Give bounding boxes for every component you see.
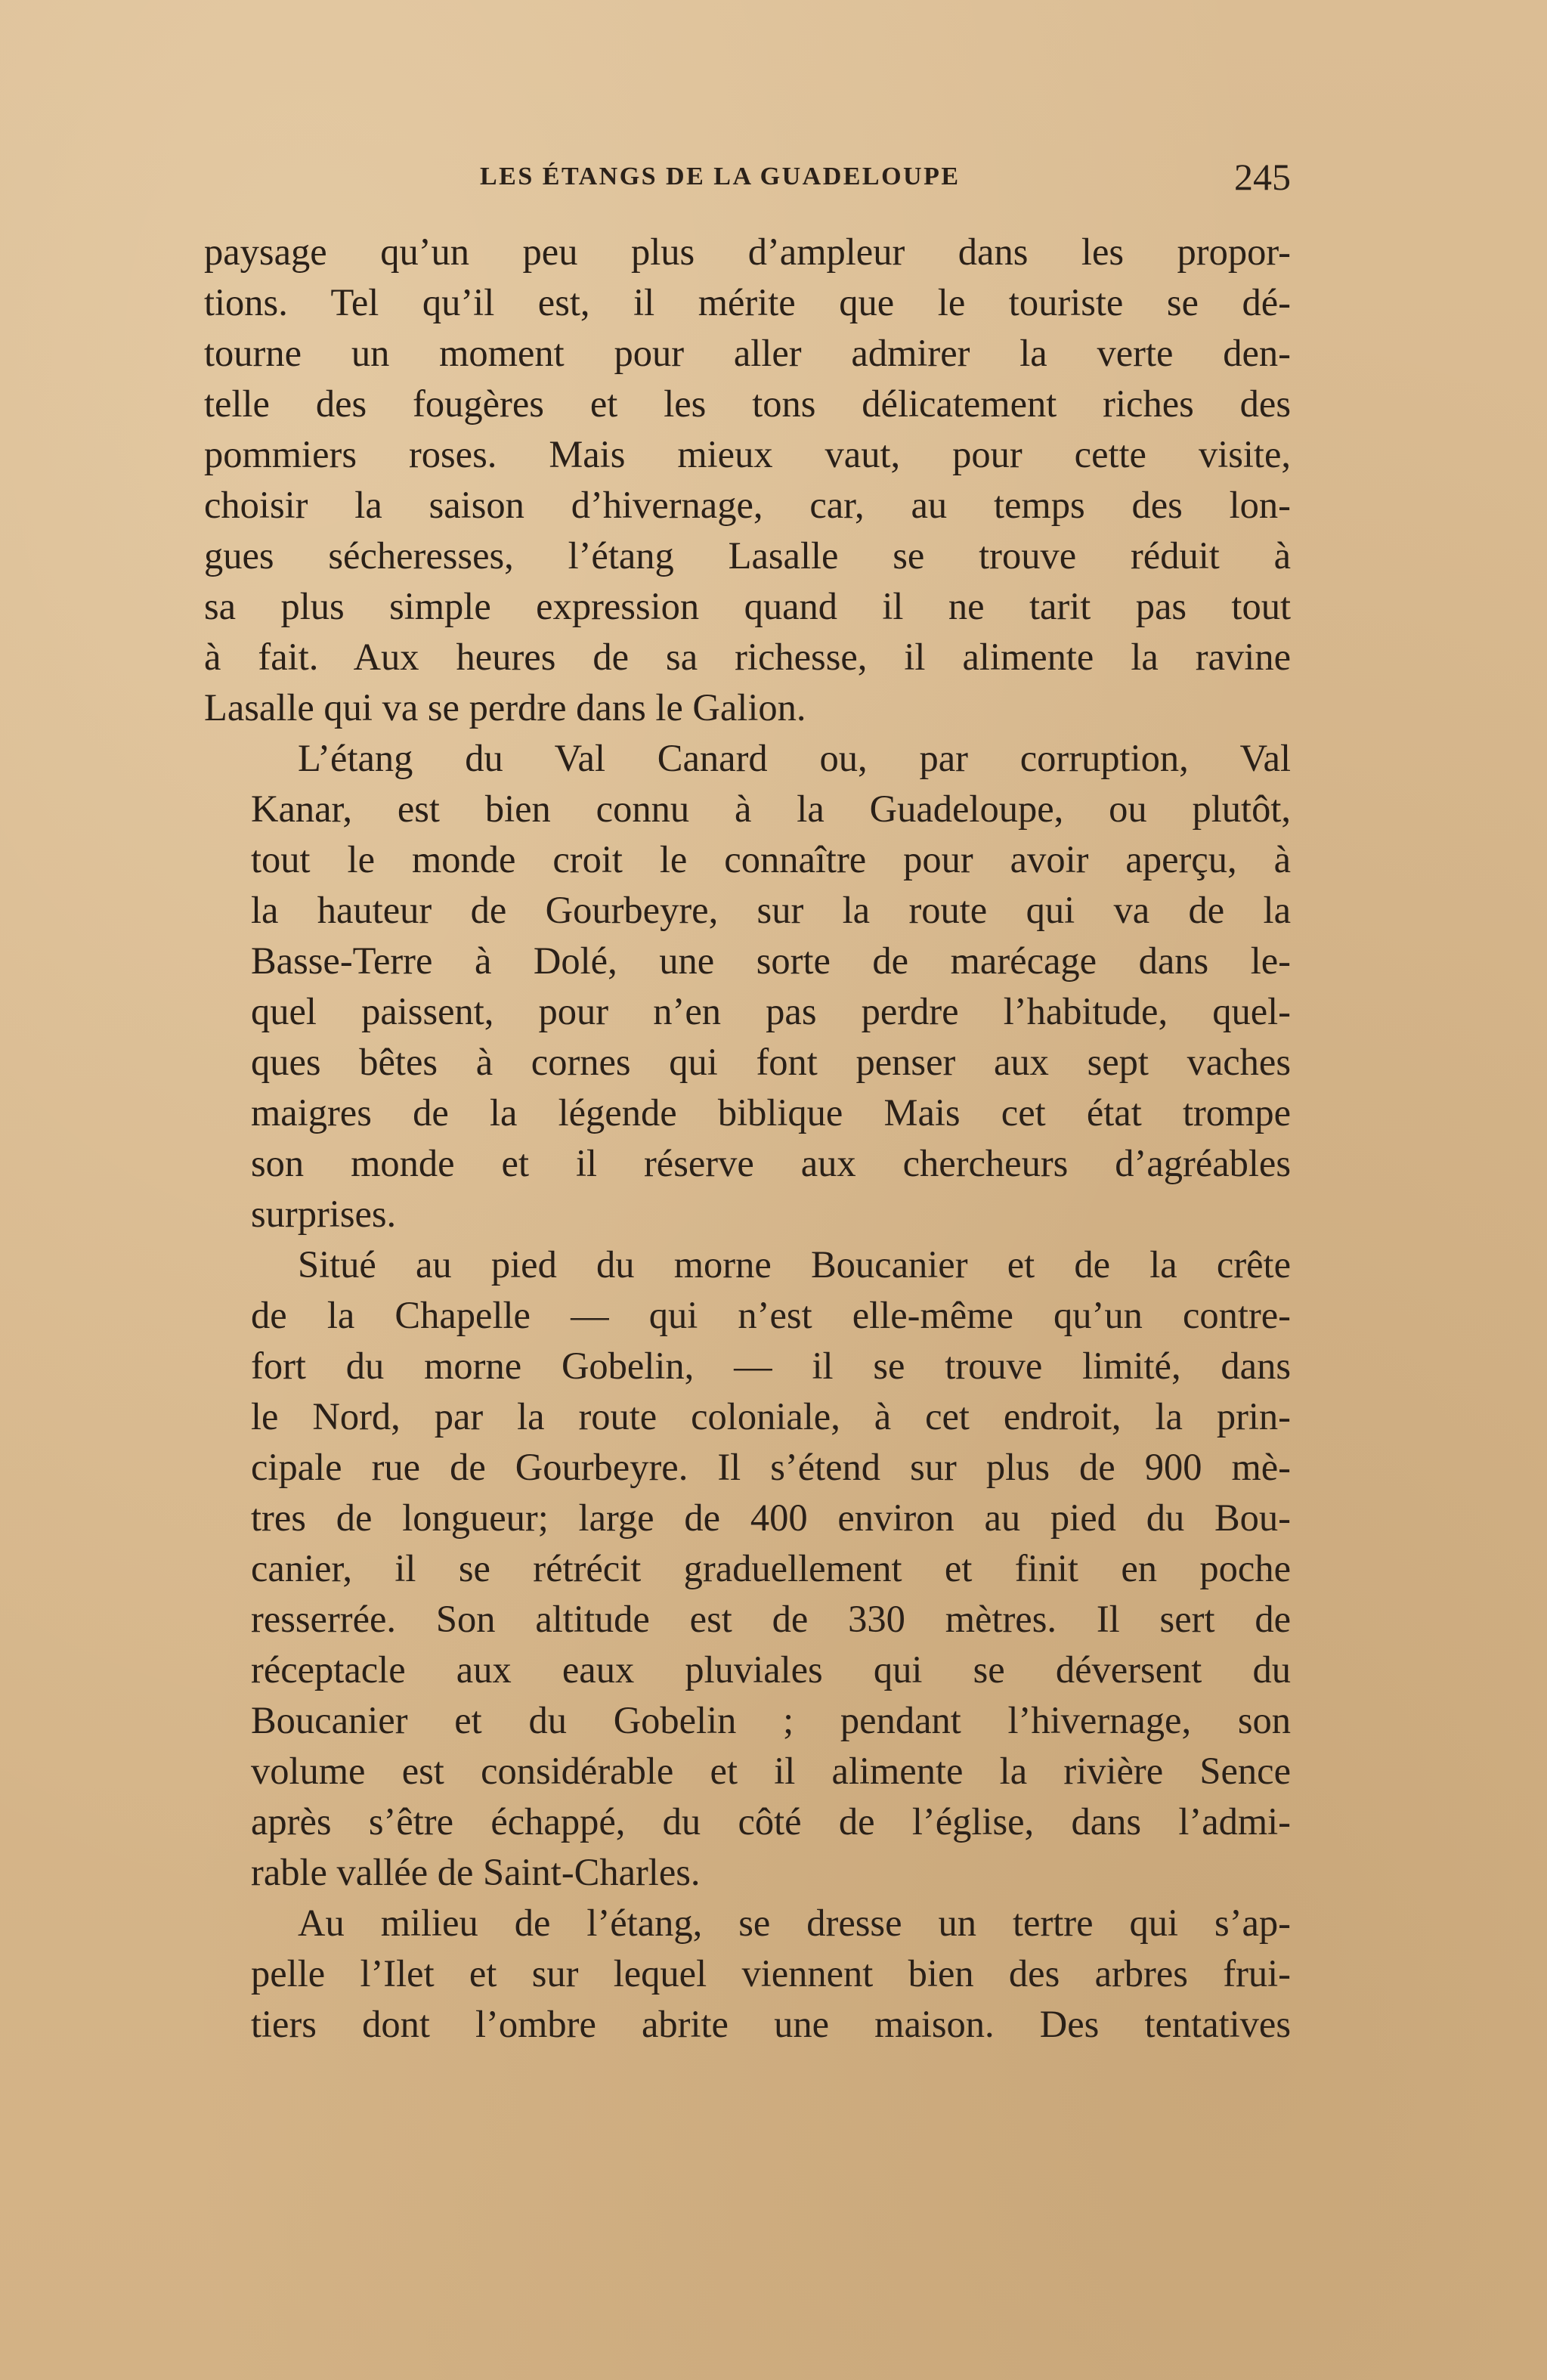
paragraph-3 (204, 1240, 1291, 1898)
text-line: pelle l’Ilet et sur lequel viennent bien des arbres frui- (251, 1952, 1291, 1995)
paragraph-2 (204, 733, 1291, 1240)
paragraph-4 (204, 1898, 1291, 2050)
text-line: Basse-Terre à Dolé, une sorte de marécage dans le- (251, 939, 1291, 982)
text-line: pommiers roses. Mais mieux vaut, pour cette visite, (204, 433, 1291, 475)
text-line: ques bêtes à cornes qui font penser aux sept vaches (251, 1041, 1291, 1083)
text-line: fort du morne Gobelin, — il se trouve limité, dans (251, 1345, 1291, 1387)
text-line: la hauteur de Gourbeyre, sur la route qui va de la (251, 889, 1291, 931)
text-line: L’étang du Val Canard ou, par corruption, Val (298, 737, 1291, 779)
text-line: le Nord, par la route coloniale, à cet endroit, la prin- (251, 1395, 1291, 1438)
text-line: après s’être échappé, du côté de l’église, dans l’admi- (251, 1800, 1291, 1843)
text-line: quel paissent, pour n’en pas perdre l’habitude, quel- (251, 990, 1291, 1032)
text-line: Situé au pied du morne Boucanier et de la crête (298, 1243, 1291, 1286)
running-title: LES ÉTANGS DE LA GUADELOUPE (480, 162, 961, 190)
text-line: à fait. Aux heures de sa richesse, il alimente la ravine (204, 636, 1291, 678)
text-line: Boucanier et du Gobelin ; pendant l’hivernage, son (251, 1699, 1291, 1741)
text-line: resserrée. Son altitude est de 330 mètres. Il sert de (251, 1598, 1291, 1640)
text-line: choisir la saison d’hivernage, car, au temps des lon- (204, 484, 1291, 526)
text-line: Au milieu de l’étang, se dresse un tertre qui s’ap- (298, 1902, 1291, 1944)
text-line: rable vallée de Saint-Charles. (251, 1851, 701, 1893)
text-line: paysage qu’un peu plus d’ampleur dans les propor- (204, 231, 1291, 273)
text-line: Kanar, est bien connu à la Guadeloupe, ou plutôt, (251, 788, 1291, 830)
text-line: sa plus simple expression quand il ne tarit pas tout (204, 585, 1291, 627)
text-line: tions. Tel qu’il est, il mérite que le touriste se dé- (204, 281, 1291, 323)
text-line: telle des fougères et les tons délicatement riches des (204, 382, 1291, 425)
text-line: de la Chapelle — qui n’est elle-même qu’un contre- (251, 1294, 1291, 1336)
text-line: tiers dont l’ombre abrite une maison. Des tentatives (251, 2003, 1291, 2045)
text-line: volume est considérable et il alimente la rivière Sence (251, 1750, 1291, 1792)
text-line: gues sécheresses, l’étang Lasalle se trouve réduit à (204, 534, 1291, 577)
page-number: 245 (1234, 156, 1291, 198)
body-text (204, 227, 1291, 2050)
text-line: canier, il se rétrécit graduellement et finit en poche (251, 1547, 1291, 1589)
text-line: maigres de la légende biblique Mais cet état trompe (251, 1091, 1291, 1134)
paragraph-1 (204, 227, 1291, 733)
running-head (204, 155, 1291, 200)
text-line: tout le monde croit le connaître pour avoir aperçu, à (251, 838, 1291, 881)
text-line: tourne un moment pour aller admirer la verte den- (204, 332, 1291, 374)
text-line: cipale rue de Gourbeyre. Il s’étend sur plus de 900 mè- (251, 1446, 1291, 1488)
text-line: surprises. (251, 1193, 397, 1235)
text-line: son monde et il réserve aux chercheurs d’agréables (251, 1142, 1291, 1184)
text-line: réceptacle aux eaux pluviales qui se déversent du (251, 1648, 1291, 1691)
text-line: tres de longueur; large de 400 environ au pied du Bou- (251, 1496, 1291, 1539)
text-line: Lasalle qui va se perdre dans le Galion. (204, 686, 806, 729)
